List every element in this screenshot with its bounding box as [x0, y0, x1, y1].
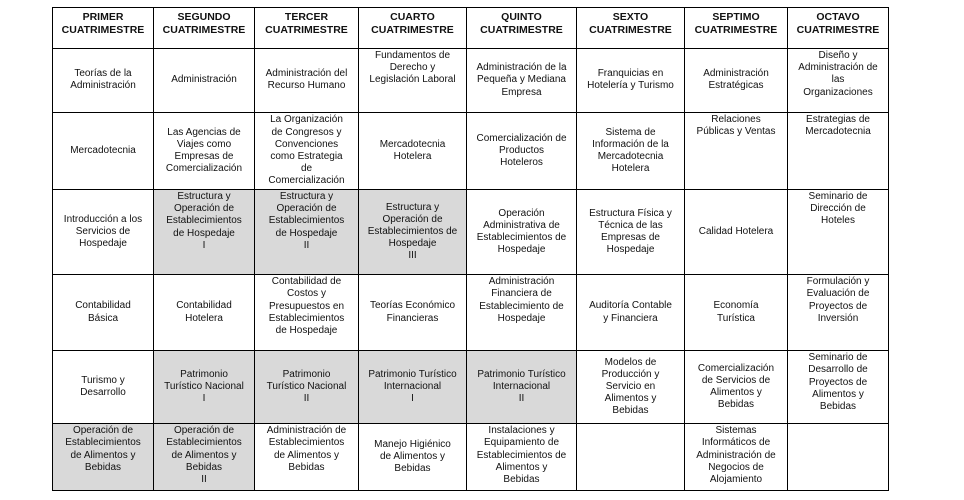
subject-line: Establecimientos [166, 437, 242, 449]
subject-line: Comercialización [165, 163, 243, 175]
subject-line: Hospedaje [388, 238, 437, 250]
subject-cell [154, 424, 255, 491]
subject-line: de Alimentos y [379, 450, 446, 462]
subject-cell [154, 351, 255, 424]
subject-cell [788, 112, 889, 189]
subject-line: Inversión [817, 312, 859, 324]
subject-line: Operación [498, 207, 545, 219]
subject-line: Servicios de [75, 226, 131, 237]
header-sexto: SEXTO CUATRIMESTRE [577, 8, 685, 49]
subject-line: Seminario de [808, 352, 868, 364]
subject-line: Bebidas [819, 400, 857, 412]
subject-cell [359, 424, 467, 491]
subject-cell [255, 351, 359, 424]
subject-line: y Financiera [603, 312, 658, 324]
subject-line: Bebidas [288, 461, 325, 473]
subject-cell [53, 190, 154, 275]
subject-line: Legislación Laboral [369, 74, 456, 86]
subject-line: Operación de [173, 203, 235, 215]
table-row [53, 190, 889, 275]
subject-line: Evaluación de [806, 288, 870, 300]
subject-line: Informáticos de [701, 437, 771, 449]
subject-line: Presupuestos en [268, 300, 345, 312]
table-row [53, 112, 889, 189]
subject-line: Administración de la [476, 62, 567, 74]
subject-cell [577, 351, 685, 424]
subject-line: I [411, 393, 414, 405]
subject-line: Bebidas [84, 461, 122, 473]
subject-line: Teorías de la [74, 68, 132, 80]
subject-line: Hotelera [185, 312, 223, 324]
subject-line: Hospedaje [79, 238, 127, 250]
header-primer: PRIMER CUATRIMESTRE [53, 8, 154, 49]
subject-line: Productos [498, 144, 545, 156]
subject-line: Turismo y [81, 374, 125, 386]
subject-line: Formulación y [806, 276, 870, 288]
subject-cell [685, 112, 788, 189]
subject-line: de Hospedaje [173, 227, 235, 239]
subject-line: Estratégicas [708, 80, 764, 92]
subject-line: Bebidas [717, 399, 755, 411]
subject-line: de Servicios de [701, 374, 771, 386]
subject-cell [359, 275, 467, 351]
subject-line: Información de la [592, 138, 669, 150]
header-row [53, 8, 889, 49]
subject-cell [467, 275, 577, 351]
subject-line: Organizaciones [803, 86, 873, 98]
subject-line: Turística [717, 312, 755, 324]
table-row [53, 275, 889, 351]
subject-line: Hoteles [821, 215, 855, 227]
subject-line: Introducción a los [63, 213, 143, 225]
subject-line: Bebidas [394, 463, 431, 475]
subject-line: Administración de [266, 425, 347, 437]
subject-cell [255, 190, 359, 275]
subject-line: I [202, 239, 206, 251]
subject-line: Empresas de [174, 150, 234, 162]
subject-line: Administración [703, 68, 769, 80]
header-quinto: QUINTO CUATRIMESTRE [467, 8, 577, 49]
subject-cell [577, 190, 685, 275]
subject-line: Patrimonio [180, 368, 228, 380]
subject-line: Administración [70, 80, 136, 92]
subject-line: Operación de [276, 203, 337, 215]
subject-cell [255, 112, 359, 189]
subject-line: de Congresos y [271, 126, 342, 138]
subject-cell [577, 112, 685, 189]
subject-cell [53, 351, 154, 424]
subject-line: Administración de [696, 449, 776, 461]
header-cuarto: CUARTO CUATRIMESTRE [359, 8, 467, 49]
subject-line: Establecimientos [65, 437, 141, 449]
subject-line: Producción y [601, 368, 660, 380]
subject-line: Mercadotecnia [597, 150, 664, 162]
subject-cell [255, 275, 359, 351]
subject-line: Internacional [492, 381, 551, 393]
subject-line: Administración del [265, 68, 348, 80]
table-row [53, 49, 889, 113]
subject-line: Administración de [798, 62, 878, 74]
subject-line: Dirección de [810, 203, 866, 215]
subject-line: Auditoría Contable [589, 300, 672, 312]
subject-line: Mercadotecnia [379, 138, 446, 150]
header-septimo: SEPTIMO CUATRIMESTRE [685, 8, 788, 49]
subject-cell [467, 424, 577, 491]
subject-line: Financiera de [491, 288, 552, 300]
subject-cell [154, 112, 255, 189]
subject-line: Hospedaje [497, 312, 546, 324]
subject-line: Modelos de [604, 356, 657, 368]
subject-cell [467, 190, 577, 275]
subject-line: Básica [87, 312, 118, 324]
subject-line: II [303, 393, 310, 405]
subject-line: de Alimentos y [70, 449, 136, 461]
subject-line: II [201, 473, 207, 485]
subject-line: las [831, 74, 845, 86]
subject-cell [255, 49, 359, 113]
subject-line: Pequeña y Mediana [477, 74, 566, 86]
subject-line: Proyectos de [808, 300, 868, 312]
subject-line: Alimentos y [604, 393, 657, 405]
subject-line: Establecimientos de [367, 226, 458, 237]
subject-line: Hospedaje [606, 244, 655, 256]
subject-line: Sistemas [715, 425, 757, 437]
header-octavo: OCTAVO CUATRIMESTRE [788, 8, 889, 49]
subject-line: Calidad Hotelera [698, 226, 774, 237]
subject-line: Bebidas [612, 405, 649, 417]
subject-line: Instalaciones y [488, 425, 555, 437]
subject-line: Estructura y [177, 191, 231, 203]
subject-line: Teorías Económico [369, 300, 456, 312]
subject-line: de Alimentos y [171, 449, 237, 461]
subject-line: Establecimientos [268, 312, 345, 324]
subject-line: Patrimonio [282, 368, 331, 380]
subject-line: Hotelera [393, 150, 432, 162]
subject-line: Estrategias de [806, 113, 870, 125]
subject-line: Fundamentos de [374, 50, 451, 61]
subject-line: Administración [488, 276, 555, 288]
subject-line: Alimentos y [495, 461, 548, 473]
subject-line: Recurso Humano [267, 80, 346, 92]
subject-line: Estructura Física y [589, 207, 672, 219]
subject-line: Costos y [287, 288, 326, 300]
subject-line: Financieras [386, 312, 439, 324]
subject-line: Proyectos de [808, 376, 868, 388]
subject-line: Comercialización [697, 362, 775, 374]
header-tercer: TERCER CUATRIMESTRE [255, 8, 359, 49]
subject-line: Hospedaje [497, 244, 546, 256]
subject-line: Establecimientos [268, 215, 345, 227]
subject-line: Bebidas [185, 461, 223, 473]
subject-cell [255, 424, 359, 491]
subject-cell [359, 351, 467, 424]
table-row [53, 351, 889, 424]
subject-cell [788, 351, 889, 424]
subject-cell [467, 112, 577, 189]
subject-cell [359, 112, 467, 189]
subject-line: Operación de [382, 213, 443, 225]
subject-line: Contabilidad [75, 300, 131, 312]
subject-line: Hotelera [611, 163, 650, 175]
subject-line: Empresas de [601, 232, 660, 244]
subject-cell [359, 49, 467, 113]
subject-cell [788, 49, 889, 113]
subject-line: Comercialización de [476, 132, 567, 144]
subject-line: Equipamiento de [483, 437, 560, 449]
subject-line: Establecimientos [268, 437, 345, 449]
subject-line: II [303, 239, 310, 251]
subject-cell [53, 49, 154, 113]
subject-line: Internacional [383, 381, 442, 393]
subject-line: de Alimentos y [273, 449, 340, 461]
subject-line: Desarrollo [80, 387, 126, 399]
subject-line: Alimentos y [812, 388, 864, 400]
subject-line: Administración [171, 74, 237, 86]
subject-line: III [408, 250, 417, 262]
subject-line: Manejo Higiénico [374, 438, 451, 450]
subject-line: Derecho y [389, 62, 436, 74]
subject-cell [685, 49, 788, 113]
subject-cell [154, 275, 255, 351]
subject-line: como Estrategia [270, 150, 343, 162]
subject-line: Alimentos y [710, 387, 762, 399]
subject-cell [685, 190, 788, 275]
subject-line: Estructura y [279, 191, 334, 203]
curriculum-body [53, 49, 889, 491]
subject-line: Servicio en [605, 381, 656, 393]
subject-line: Públicas y Ventas [696, 126, 776, 138]
subject-line: Seminario de [808, 191, 868, 203]
subject-line: Administrativa de [483, 219, 560, 231]
subject-line: Economía [713, 300, 759, 312]
curriculum-table [52, 7, 889, 491]
subject-line: La Organización [270, 114, 343, 126]
subject-line: Técnica de las [598, 219, 663, 231]
subject-cell [685, 424, 788, 491]
header-segundo: SEGUNDO CUATRIMESTRE [154, 8, 255, 49]
subject-line: Turístico Nacional [164, 381, 244, 393]
subject-line: Mercadotecnia [805, 126, 871, 138]
subject-line: I [202, 393, 206, 405]
subject-line: Relaciones [711, 113, 761, 125]
subject-line: de Hospedaje [275, 227, 338, 239]
subject-line: Patrimonio Turístico [477, 368, 566, 380]
subject-line: Las Agencias de [167, 126, 241, 138]
subject-line: Viajes como [176, 138, 232, 150]
subject-cell [685, 275, 788, 351]
subject-cell [53, 424, 154, 491]
subject-line: Operación de [173, 425, 235, 437]
subject-cell [53, 275, 154, 351]
subject-cell [467, 351, 577, 424]
subject-line: de [300, 163, 313, 175]
subject-cell [53, 112, 154, 189]
subject-line: II [518, 393, 525, 405]
subject-line: Hoteleros [500, 157, 543, 169]
subject-line: Establecimientos [166, 215, 242, 227]
subject-line: Establecimientos de [476, 449, 567, 461]
subject-line: Empresa [501, 86, 542, 98]
subject-line: Contabilidad de [271, 276, 342, 288]
subject-line: de Hospedaje [275, 324, 338, 336]
subject-line: Contabilidad [176, 300, 232, 312]
subject-line: Mercadotecnia [70, 144, 136, 156]
table-row [53, 424, 889, 491]
subject-cell [788, 190, 889, 275]
subject-line: Operación de [72, 425, 134, 437]
subject-cell [154, 49, 255, 113]
subject-cell [685, 351, 788, 424]
subject-cell [577, 424, 685, 491]
subject-line: Establecimientos de [476, 232, 567, 244]
subject-line: Patrimonio Turístico [368, 368, 457, 380]
subject-line: Sistema de [605, 126, 656, 138]
subject-line: Turístico Nacional [266, 381, 347, 393]
subject-line: Negocios de [708, 461, 764, 473]
subject-cell [467, 49, 577, 113]
subject-line: Diseño y [818, 50, 858, 61]
subject-line: Franquicias en [597, 68, 664, 80]
subject-cell [154, 190, 255, 275]
subject-cell [359, 190, 467, 275]
subject-line: Desarrollo de [808, 364, 868, 376]
subject-cell [788, 424, 889, 491]
subject-cell [577, 49, 685, 113]
subject-line: Establecimiento de [479, 300, 564, 312]
subject-cell [577, 275, 685, 351]
subject-cell [788, 275, 889, 351]
subject-line: Hotelería y Turismo [587, 80, 674, 92]
subject-line: Convenciones [274, 138, 339, 150]
subject-line: Comercialización [268, 175, 345, 187]
subject-line: Bebidas [503, 473, 540, 485]
subject-line: Estructura y [385, 201, 440, 213]
subject-line: Alojamiento [709, 473, 763, 485]
